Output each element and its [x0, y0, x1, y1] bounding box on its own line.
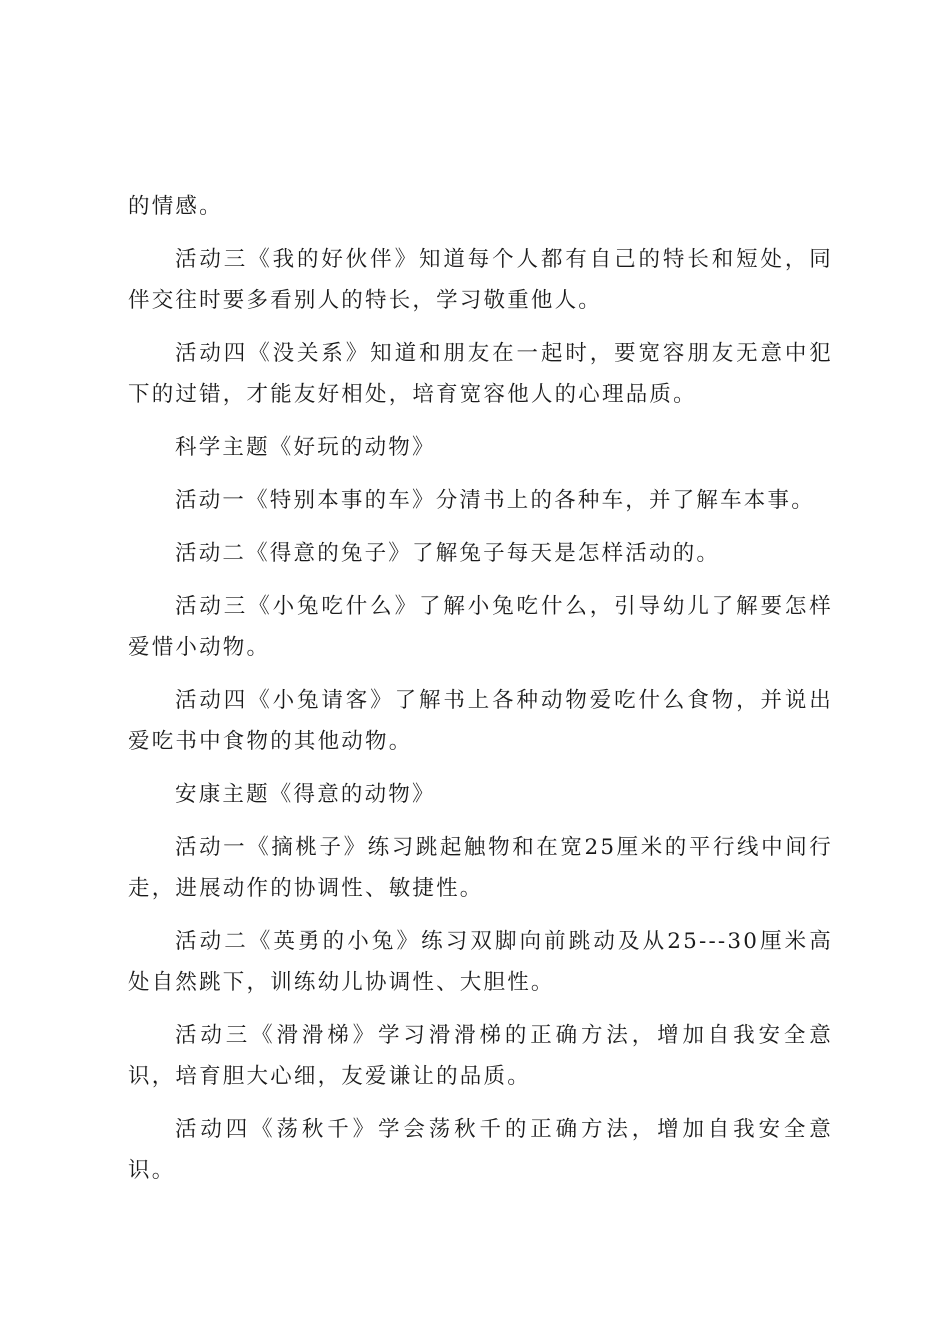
paragraph-activity: 活动三《小兔吃什么》了解小兔吃什么，引导幼儿了解要怎样爱惜小动物。 [128, 594, 833, 660]
paragraph-activity: 活动四《小兔请客》了解书上各种动物爱吃什么食物，并说出爱吃书中食物的其他动物。 [128, 688, 833, 754]
paragraph-activity: 活动一《特别本事的车》分清书上的各种车，并了解车本事。 [175, 488, 815, 513]
paragraph-activity: 活动一《摘桃子》练习跳起触物和在宽25厘米的平行线中间行走，进展动作的协调性、敏捷性。 [128, 835, 833, 901]
paragraph-activity: 活动二《英勇的小兔》练习双脚向前跳动及从25---30厘米高处自然跳下，训练幼儿协调性、大胆性。 [128, 929, 833, 995]
section-heading-science: 科学主题《好玩的动物》 [175, 435, 436, 460]
paragraph-activity: 活动四《荡秋千》学会荡秋千的正确方法，增加自我安全意识。 [128, 1117, 833, 1183]
document-body [128, 186, 833, 1203]
paragraph-activity: 活动三《滑滑梯》学习滑滑梯的正确方法，增加自我安全意识，培育胆大心细，友爱谦让的品质。 [128, 1023, 833, 1089]
paragraph-activity: 活动三《我的好伙伴》知道每个人都有自己的特长和短处，同伴交往时要多看别人的特长，学习敬重他人。 [128, 247, 833, 313]
paragraph-continuation: 的情感。 [128, 194, 223, 219]
section-heading-health: 安康主题《得意的动物》 [175, 782, 436, 807]
paragraph-activity: 活动四《没关系》知道和朋友在一起时，要宽容朋友无意中犯下的过错，才能友好相处，培育宽容他人的心理品质。 [128, 341, 833, 407]
paragraph-activity: 活动二《得意的兔子》了解兔子每天是怎样活动的。 [175, 541, 721, 566]
